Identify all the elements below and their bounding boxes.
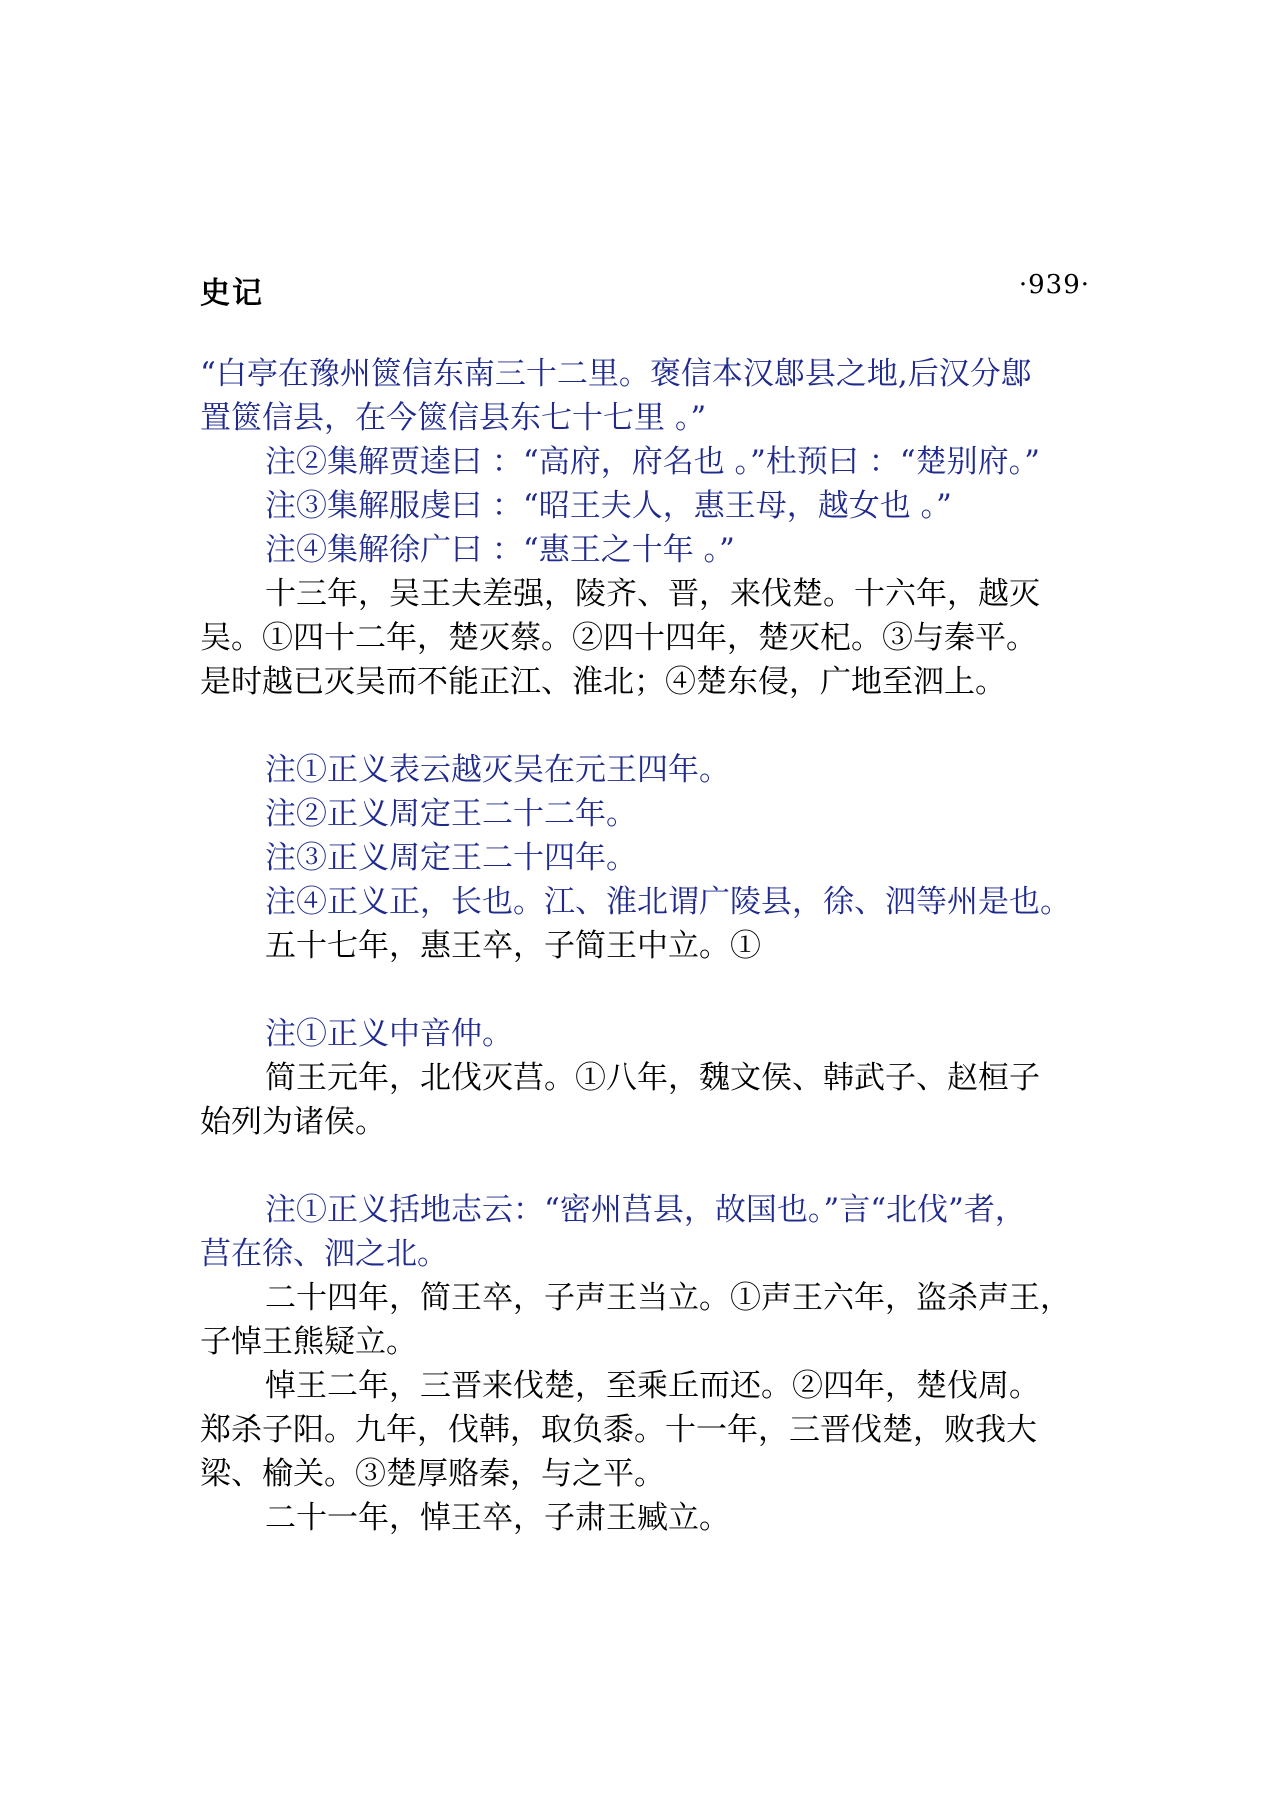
text-body xyxy=(200,352,1100,1540)
annotation-line: “白亭在豫州篋信东南三十二里。褒信本汉鄎县之地,后汉分鄎 xyxy=(200,356,1032,392)
text-line: 吴。①四十二年，楚灭蔡。②四十四年，楚灭杞。③与秦平。 xyxy=(200,620,1037,656)
text-line: 十三年，吴王夫差强，陵齐、晋，来伐楚。十六年，越灭 xyxy=(265,576,1040,612)
annotation-line: 注③集解服虔曰 ：“昭王夫人，惠王母，越女也 。” xyxy=(265,488,952,524)
annotation-line: 注④正义正，长也。江、淮北谓广陵县，徐、泗等州是也。 xyxy=(265,884,1071,920)
page-number: ·939· xyxy=(1018,270,1090,300)
text-line: 二十一年，悼王卒，子肃王臧立。 xyxy=(265,1500,730,1536)
blank-line xyxy=(200,1144,1100,1188)
text-line: 是时越已灭吴而不能正江、淮北；④楚东侵，广地至泗上。 xyxy=(200,664,1006,700)
annotation-line: 注②正义周定王二十二年。 xyxy=(265,796,637,832)
text-line: 简王元年，北伐灭莒。①八年，魏文侯、韩武子、赵桓子 xyxy=(265,1060,1040,1096)
annotation-line: 注③正义周定王二十四年。 xyxy=(265,840,637,876)
annotation-line: 注④集解徐广曰 ：“惠王之十年 。” xyxy=(265,532,735,568)
annotation-line: 置篋信县，在今篋信县东七十七里 。” xyxy=(200,400,707,436)
blank-line xyxy=(200,704,1100,748)
text-line: 梁、榆关。③楚厚赂秦，与之平。 xyxy=(200,1456,665,1492)
text-line: 五十七年，惠王卒，子简王中立。① xyxy=(265,928,761,964)
text-line: 郑杀子阳。九年，伐韩，取负黍。十一年，三晋伐楚，败我大 xyxy=(200,1412,1037,1448)
annotation-line: 注①正义中音仲。 xyxy=(265,1016,513,1052)
annotation-line: 注①正义表云越灭吴在元王四年。 xyxy=(265,752,730,788)
text-line: 二十四年，简王卒，子声王当立。①声王六年，盗杀声王， xyxy=(265,1280,1071,1316)
annotation-line: 注②集解贾逵曰 ：“高府，府名也 。”杜预曰 ：“楚别府。” xyxy=(265,444,1040,480)
text-line: 子悼王熊疑立。 xyxy=(200,1324,417,1360)
annotation-line: 注①正义括地志云：“密州莒县，故国也。”言“北伐”者， xyxy=(265,1192,1026,1228)
page-body xyxy=(200,352,1100,1540)
blank-line xyxy=(200,968,1100,1012)
page-header xyxy=(200,268,1090,311)
text-line: 始列为诸侯。 xyxy=(200,1104,386,1140)
annotation-line: 莒在徐、泗之北。 xyxy=(200,1236,448,1272)
text-line: 悼王二年，三晋来伐楚，至乘丘而还。②四年，楚伐周。 xyxy=(265,1368,1040,1404)
book-title: 史记 xyxy=(200,276,264,311)
